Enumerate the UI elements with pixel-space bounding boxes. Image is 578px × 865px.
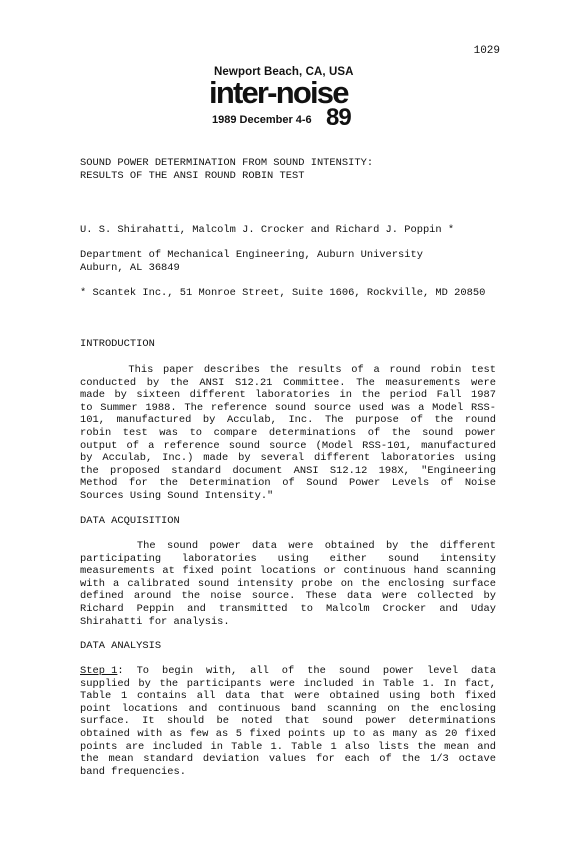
body-line-first (80, 665, 496, 678)
conference-year: 89 (326, 104, 351, 131)
conference-dates: 1989 December 4-6 (212, 114, 312, 126)
page-number: 1029 (473, 45, 500, 57)
body-line: Shirahatti for analysis. (80, 615, 230, 628)
introduction-body (80, 364, 496, 503)
section-heading-data-analysis: DATA ANALYSIS (80, 640, 162, 652)
body-line: with a calibrated sound intensity probe on the enclosing surface (80, 577, 496, 590)
body-line: the mean standard deviation values for each of the 1/3 octave (80, 753, 496, 766)
affiliation (80, 249, 496, 274)
body-line: : To begin with, all of the sound power level data (117, 665, 496, 677)
conference-logo (200, 66, 370, 136)
body-line: to Summer 1988. The reference sound source used was a Model RSS- (80, 401, 496, 414)
body-line: points are included in Table 1. Table 1 also lists the mean and (80, 740, 496, 753)
paper-title (80, 157, 496, 182)
body-line: participating laboratories using either sound intensity (80, 552, 496, 565)
body-line: made by sixteen different laboratories in the period Fall 1987 (80, 389, 496, 402)
step-label: Step 1 (80, 665, 118, 677)
body-line: conducted by the ANSI S12.21 Committee. The measurements were (80, 376, 496, 389)
body-line: Table 1 contains all data that were obtained using both fixed (80, 690, 496, 703)
body-line: supplied by the participants were included in Table 1. In fact, (80, 677, 496, 690)
title-line: RESULTS OF THE ANSI ROUND ROBIN TEST (80, 169, 305, 182)
body-line: band frequencies. (80, 765, 187, 778)
conference-location: Newport Beach, CA, USA (214, 66, 354, 78)
section-heading-data-acquisition: DATA ACQUISITION (80, 515, 180, 527)
body-line: measurements at fixed point locations or continuous hand scanning (80, 565, 496, 578)
author-footnote: * Scantek Inc., 51 Monroe Street, Suite 1606, Rockville, MD 20850 (80, 287, 486, 299)
body-line: Richard Peppin and transmitted to Malcolm Crocker and Uday (80, 602, 496, 615)
data-acquisition-body (80, 540, 496, 628)
body-line: The sound power data were obtained by the different (80, 540, 496, 552)
body-line: point locations and continuous band scanning on the enclosing (80, 702, 496, 715)
body-line: surface. It should be noted that sound power determinations (80, 715, 496, 728)
conference-name: inter-noise (209, 75, 348, 110)
body-line: by Acculab, Inc.) made by several different laboratories using (80, 452, 496, 465)
body-line: This paper describes the results of a round robin test (80, 364, 496, 376)
body-line: defined around the noise source. These data were collected by (80, 590, 496, 603)
body-line: obtained with as few as 5 fixed points up to as many as 20 fixed (80, 727, 496, 740)
body-line: Method for the Determination of Sound Power Levels of Noise (80, 477, 496, 490)
title-line: SOUND POWER DETERMINATION FROM SOUND INTENSITY: (80, 157, 374, 169)
affiliation-line: Auburn, AL 36849 (80, 261, 180, 274)
body-line: output of a reference sound source (Model RSS-101, manufactured (80, 439, 496, 452)
body-line: the proposed standard document ANSI S12.12 198X, "Engineering (80, 464, 496, 477)
body-line: Sources Using Sound Intensity." (80, 489, 274, 502)
section-heading-introduction: INTRODUCTION (80, 338, 155, 350)
affiliation-line: Department of Mechanical Engineering, Auburn University (80, 249, 423, 261)
body-line: 101, manufactured by Acculab, Inc. The purpose of the round (80, 414, 496, 427)
data-analysis-body (80, 665, 496, 778)
body-line: robin test was to compare determinations of the sound power (80, 426, 496, 439)
author-list: U. S. Shirahatti, Malcolm J. Crocker and Richard J. Poppin * (80, 224, 455, 236)
